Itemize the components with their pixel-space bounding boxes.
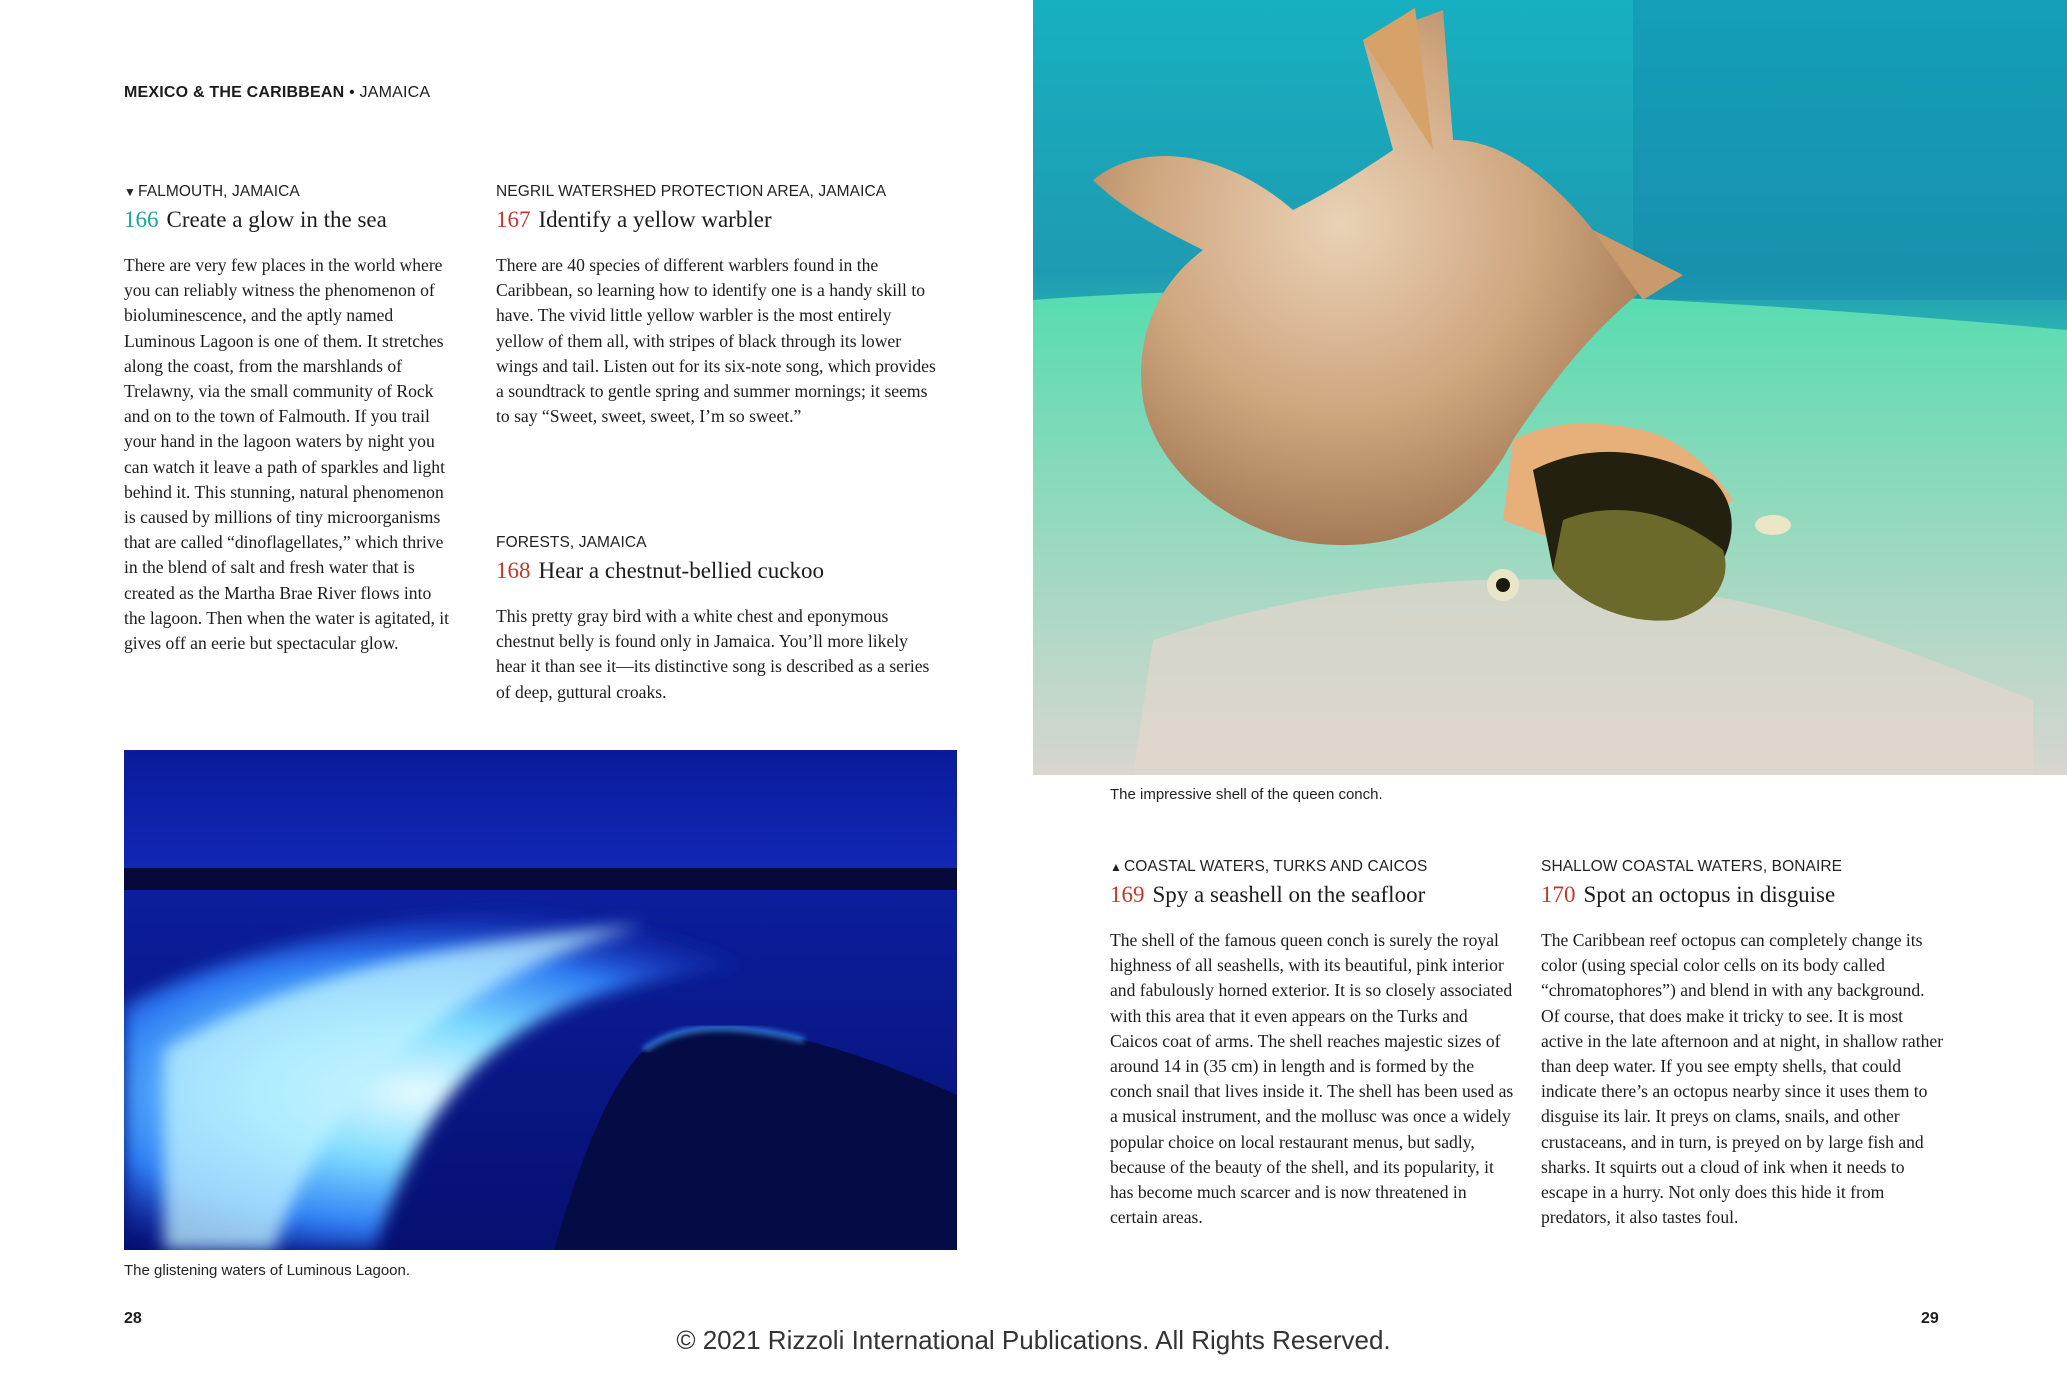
running-head: [124, 84, 430, 102]
entry-body: The shell of the famous queen conch is surely the royal highness of all seashells, with its beautiful, pink interior and fabulously horned exterior. It is so closely associated with this area that it even appears on the Turks and Caicos coat of arms. The shell reaches majestic sizes of around 14 in (35 cm) in length and is formed by the conch snail that lives inside it. The shell has been used as a musical instrument, and the mollusc was once a widely popular choice on local restaurant menus, but sadly, because of the beauty of the shell, and its popularity, it has become much scarcer and is now threatened in certain areas.: [1110, 930, 1514, 1228]
entry-number: 168: [496, 558, 531, 583]
entry-number: 166: [124, 207, 159, 232]
entry-169: [1110, 858, 1515, 1230]
section-title: MEXICO & THE CARIBBEAN: [124, 84, 345, 101]
entry-167: [496, 183, 941, 429]
conch-photo: [1033, 0, 2067, 775]
entry-body: This pretty gray bird with a white chest and eponymous chestnut belly is found only in Jamaica. You’ll more likely hear it than see it—its distinctive song is described as a series of deep, guttural croaks.: [496, 606, 930, 702]
page-number-right: 29: [1921, 1310, 1939, 1327]
entry-166: [124, 183, 454, 656]
entry-location: SHALLOW COASTAL WATERS, BONAIRE: [1541, 858, 1843, 875]
header-separator: •: [344, 84, 360, 101]
entry-title: 170 Spot an octopus in disguise: [1541, 882, 1836, 907]
entry-number: 170: [1541, 882, 1576, 907]
entry-number: 169: [1110, 882, 1145, 907]
subsection-title: JAMAICA: [359, 84, 431, 101]
copyright-notice: © 2021 Rizzoli International Publications. All Rights Reserved.: [676, 1325, 1391, 1355]
page-number-left: 28: [124, 1310, 142, 1327]
entry-location: FORESTS, JAMAICA: [496, 534, 647, 551]
entry-168: [496, 534, 941, 705]
entry-title: 169 Spy a seashell on the seafloor: [1110, 882, 1426, 907]
lagoon-caption: The glistening waters of Luminous Lagoon.: [124, 1262, 411, 1279]
entry-title: 168 Hear a chestnut-bellied cuckoo: [496, 558, 824, 583]
entry-170: [1541, 858, 1946, 1230]
entry-title: 167 Identify a yellow warbler: [496, 207, 772, 232]
entry-body: There are very few places in the world where you can reliably witness the phenomenon of bioluminescence, and the aptly named Luminous Lagoon is one of them. It stretches along the coast, from the marshlands of Trelawny, via the small community of Rock and on to the town of Falmouth. If you trail your hand in the lagoon waters by night you can watch it leave a path of sparkles and light behind it. This stunning, natural phenomenon is caused by millions of tiny microorganisms that are called “dinoflagellates,” which thrive in the blend of salt and fresh water that is created as the Martha Brae River flows into the lagoon. Then when the water is agitated, it gives off an eerie but spectacular glow.: [124, 255, 450, 654]
triangle-up-icon: ▲: [1110, 860, 1122, 874]
entry-number: 167: [496, 207, 531, 232]
lagoon-photo: [124, 750, 957, 1250]
triangle-down-icon: ▼: [124, 185, 136, 199]
entry-location: ▼ FALMOUTH, JAMAICA: [124, 183, 300, 200]
queen-conch-image: [1033, 0, 2067, 775]
bioluminescent-lagoon-image: [124, 750, 957, 1250]
entry-location: ▲ COASTAL WATERS, TURKS AND CAICOS: [1110, 858, 1428, 875]
entry-body: There are 40 species of different warblers found in the Caribbean, so learning how to identify one is a handy skill to have. The vivid little yellow warbler is the most entirely yellow of them all, with stripes of black through its lower wings and tail. Listen out for its six-note song, which provides a soundtrack to gentle spring and summer mornings; it seems to say “Sweet, sweet, sweet, I’m so sweet.”: [496, 255, 936, 427]
conch-caption: The impressive shell of the queen conch.: [1110, 786, 1383, 803]
entry-body: The Caribbean reef octopus can completely change its color (using special color cells on its body called “chromatophores”) and blend in with any background. Of course, that does make it tricky to see. It is most active in the late afternoon and at night, in shallow rather than deep water. If you see empty shells, that could indicate there’s an octopus nearby since it uses them to disguise its lair. It preys on clams, snails, and other crustaceans, and in turn, is preyed on by large fish and sharks. It squirts out a cloud of ink when it needs to escape in a hurry. Not only does this hide it from predators, it also tastes foul.: [1541, 930, 1944, 1228]
entry-location: NEGRIL WATERSHED PROTECTION AREA, JAMAICA: [496, 183, 887, 200]
entry-title: 166 Create a glow in the sea: [124, 207, 387, 232]
